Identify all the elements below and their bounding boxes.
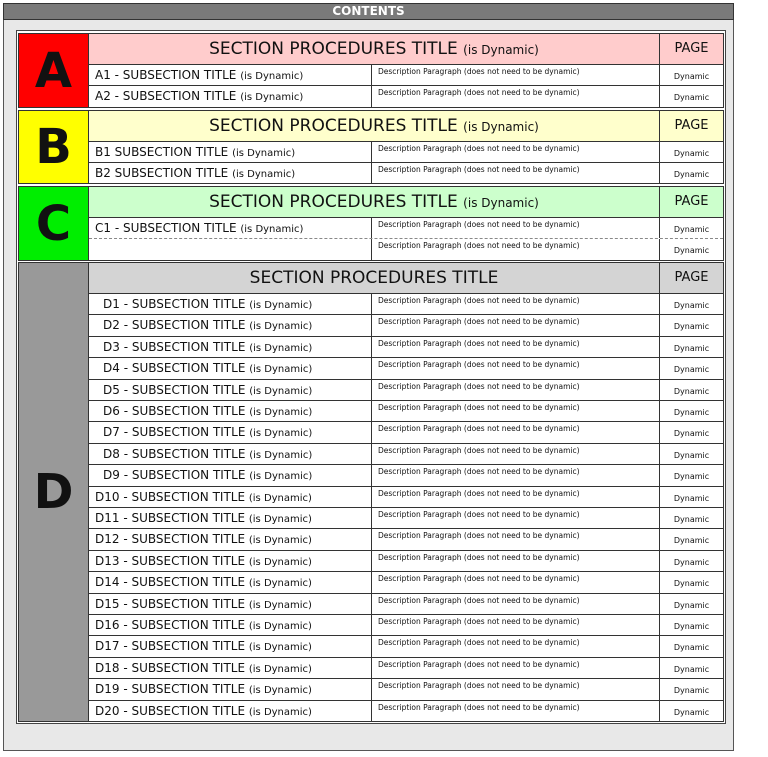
toc-row[interactable] [89,444,723,465]
toc-row[interactable] [89,218,723,239]
subsection-label: D9 - SUBSECTION TITLE [103,468,246,483]
page-number: Dynamic [659,465,723,485]
page-number: Dynamic [659,487,723,507]
section-letter: B [19,111,89,183]
subsection-note: (is Dynamic) [240,71,304,82]
toc-row[interactable] [89,658,723,679]
section-title-bar [89,263,723,294]
description-paragraph: Description Paragraph (does not need to be dynamic) [371,594,659,614]
section-letter: A [19,34,89,107]
subsection-title[interactable] [95,661,312,675]
subsection-note: (is Dynamic) [248,599,312,611]
subsection-title[interactable] [95,554,312,568]
toc-row[interactable] [89,142,723,163]
section-c [18,186,724,261]
subsection-label: D14 - SUBSECTION TITLE [95,575,246,590]
description-paragraph: Description Paragraph (does not need to be dynamic) [371,142,659,162]
page-number: Dynamic [659,358,723,378]
subsection-title[interactable] [103,361,312,375]
toc-row[interactable] [89,163,723,183]
section-a [18,33,724,108]
page-number: Dynamic [659,658,723,678]
section-d [18,262,724,722]
subsection-note: (is Dynamic) [249,321,313,333]
subsection-title[interactable] [95,575,312,589]
description-paragraph: Description Paragraph (does not need to be dynamic) [371,163,659,183]
subsection-title[interactable] [103,468,312,482]
subsection-label: D16 - SUBSECTION TITLE [95,618,246,632]
subsection-title[interactable] [95,89,303,103]
subsection-label: D6 - SUBSECTION TITLE [103,404,246,418]
subsection-title[interactable] [95,145,295,159]
subsection-label: D18 - SUBSECTION TITLE [95,660,246,675]
page-number: Dynamic [659,701,723,722]
description-paragraph: Description Paragraph (does not need to be dynamic) [371,572,659,592]
subsection-label: D5 - SUBSECTION TITLE [103,382,246,397]
page-number: Dynamic [659,380,723,400]
toc-row[interactable] [89,594,723,615]
subsection-label: B1 SUBSECTION TITLE [95,145,229,159]
page-number: Dynamic [659,444,723,464]
section-title[interactable]: SECTION PROCEDURES TITLE (is Dynamic) [209,192,539,212]
page-number: Dynamic [659,529,723,549]
section-letter: D [19,263,89,721]
subsection-note: (is Dynamic) [249,449,313,461]
subsection-title[interactable] [103,404,312,418]
subsection-title[interactable] [95,597,312,611]
page-column-header: PAGE [659,111,723,141]
subsection-title[interactable] [95,511,312,525]
subsection-label: D10 - SUBSECTION TITLE [95,489,246,504]
subsection-note: (is Dynamic) [248,578,312,590]
description-paragraph: Description Paragraph (does not need to be dynamic) [371,679,659,699]
subsection-label: A2 - SUBSECTION TITLE [95,89,237,103]
subsection-label: D8 - SUBSECTION TITLE [103,446,246,461]
description-paragraph: Description Paragraph (does not need to be dynamic) [371,401,659,421]
subsection-label: D4 - SUBSECTION TITLE [103,361,246,376]
section-b [18,110,724,184]
subsection-note: (is Dynamic) [249,428,313,440]
subsection-title[interactable] [95,682,312,696]
toc-row[interactable] [89,679,723,700]
subsection-title[interactable] [103,340,312,354]
subsection-note: (is Dynamic) [248,621,312,632]
subsection-note: (is Dynamic) [249,471,313,483]
subsection-label: D11 - SUBSECTION TITLE [95,511,246,525]
page-number: Dynamic [659,142,723,162]
page-number: Dynamic [659,594,723,614]
toc-row[interactable] [89,380,723,401]
subsection-note: (is Dynamic) [249,385,313,397]
subsection-note: (is Dynamic) [248,706,312,718]
subsection-label: D12 - SUBSECTION TITLE [95,532,246,547]
page-number: Dynamic [659,239,723,260]
description-paragraph: Description Paragraph (does not need to be dynamic) [371,701,659,722]
page-number: Dynamic [659,422,723,442]
subsection-note: (is Dynamic) [249,364,313,376]
description-paragraph: Description Paragraph (does not need to be dynamic) [371,658,659,678]
description-paragraph: Description Paragraph (does not need to be dynamic) [371,358,659,378]
section-title[interactable]: SECTION PROCEDURES TITLE (is Dynamic) [209,39,539,59]
subsection-note: (is Dynamic) [240,224,304,235]
page-number: Dynamic [659,401,723,421]
subsection-title[interactable] [103,297,312,311]
section-title-bar [89,34,723,65]
description-paragraph: Description Paragraph (does not need to be dynamic) [371,508,659,528]
toc-row[interactable] [89,65,723,86]
description-paragraph: Description Paragraph (does not need to be dynamic) [371,65,659,85]
page-number: Dynamic [659,337,723,357]
description-paragraph: Description Paragraph (does not need to be dynamic) [371,465,659,485]
subsection-note: (is Dynamic) [249,407,313,418]
page-number: Dynamic [659,315,723,335]
description-paragraph: Description Paragraph (does not need to be dynamic) [371,380,659,400]
subsection-label: D1 - SUBSECTION TITLE [103,297,246,311]
section-title-bar [89,111,723,142]
description-paragraph: Description Paragraph (does not need to be dynamic) [371,239,659,260]
description-paragraph: Description Paragraph (does not need to be dynamic) [371,444,659,464]
toc-row[interactable] [89,337,723,358]
description-paragraph: Description Paragraph (does not need to be dynamic) [371,218,659,238]
description-paragraph: Description Paragraph (does not need to be dynamic) [371,315,659,335]
subsection-title[interactable] [95,532,312,546]
subsection-title[interactable] [95,490,312,504]
subsection-note: (is Dynamic) [232,169,296,180]
section-title[interactable]: SECTION PROCEDURES TITLE [249,268,499,288]
toc-row[interactable] [89,315,723,336]
description-paragraph: Description Paragraph (does not need to be dynamic) [371,86,659,107]
toc-row[interactable] [89,701,723,722]
subsection-note: (is Dynamic) [248,642,312,654]
subsection-note: (is Dynamic) [248,663,312,675]
subsection-title[interactable] [103,425,312,439]
subsection-title[interactable] [95,639,312,653]
subsection-label: D20 - SUBSECTION TITLE [95,703,246,718]
subsection-note: (is Dynamic) [248,492,312,504]
page-number: Dynamic [659,551,723,571]
toc-row[interactable] [89,465,723,486]
subsection-label: D13 - SUBSECTION TITLE [95,553,246,568]
section-letter: C [19,187,89,260]
page-number: Dynamic [659,636,723,656]
description-paragraph: Description Paragraph (does not need to be dynamic) [371,615,659,635]
page-number: Dynamic [659,572,723,592]
subsection-label: A1 - SUBSECTION TITLE [95,68,237,82]
toc-row[interactable] [89,508,723,529]
subsection-title[interactable] [103,447,312,461]
page-column-header: PAGE [659,187,723,217]
subsection-label: D3 - SUBSECTION TITLE [103,339,246,354]
subsection-title[interactable] [103,318,312,332]
description-paragraph: Description Paragraph (does not need to be dynamic) [371,294,659,314]
subsection-title[interactable] [95,704,312,718]
subsection-note: (is Dynamic) [248,556,312,568]
description-paragraph: Description Paragraph (does not need to be dynamic) [371,551,659,571]
subsection-label: D7 - SUBSECTION TITLE [103,425,246,440]
page-column-header: PAGE [659,34,723,64]
toc-row[interactable] [89,529,723,550]
section-title[interactable]: SECTION PROCEDURES TITLE (is Dynamic) [209,116,539,136]
contents-header: CONTENTS [3,3,734,20]
subsection-label: C1 - SUBSECTION TITLE [95,221,237,235]
page-number: Dynamic [659,294,723,314]
page-number: Dynamic [659,163,723,183]
toc-row[interactable] [89,572,723,593]
subsection-note: (is Dynamic) [249,342,313,354]
description-paragraph: Description Paragraph (does not need to be dynamic) [371,529,659,549]
subsection-label: D19 - SUBSECTION TITLE [95,682,246,697]
subsection-label: B2 SUBSECTION TITLE [95,166,229,180]
page-number: Dynamic [659,86,723,107]
subsection-note: (is Dynamic) [248,685,312,697]
description-paragraph: Description Paragraph (does not need to be dynamic) [371,487,659,507]
toc-row[interactable] [89,86,723,107]
toc-row[interactable] [89,551,723,572]
page-column-header: PAGE [659,263,723,293]
subsection-title[interactable] [95,221,303,235]
subsection-title[interactable] [95,68,303,82]
subsection-title[interactable] [95,618,312,632]
description-paragraph: Description Paragraph (does not need to be dynamic) [371,422,659,442]
toc-row[interactable] [89,615,723,636]
page-number: Dynamic [659,615,723,635]
subsection-label: D2 - SUBSECTION TITLE [103,318,246,333]
subsection-note: (is Dynamic) [240,92,304,103]
subsection-title[interactable] [95,166,295,180]
page-number: Dynamic [659,508,723,528]
description-paragraph: Description Paragraph (does not need to be dynamic) [371,636,659,656]
subsection-label: D15 - SUBSECTION TITLE [95,596,246,611]
description-paragraph: Description Paragraph (does not need to be dynamic) [371,337,659,357]
page-number: Dynamic [659,679,723,699]
section-title-bar [89,187,723,218]
subsection-label: D17 - SUBSECTION TITLE [95,639,246,654]
toc-row[interactable] [89,487,723,508]
subsection-title[interactable] [103,383,312,397]
toc-row[interactable] [89,636,723,657]
subsection-note: (is Dynamic) [248,535,312,547]
page-number: Dynamic [659,65,723,85]
toc-row[interactable] [89,401,723,422]
page-number: Dynamic [659,218,723,238]
toc-row[interactable] [89,358,723,379]
subsection-note: (is Dynamic) [249,300,313,311]
toc-row[interactable] [89,294,723,315]
toc-row[interactable] [89,239,723,260]
subsection-note: (is Dynamic) [248,514,312,525]
subsection-note: (is Dynamic) [232,148,296,159]
toc-row[interactable] [89,422,723,443]
